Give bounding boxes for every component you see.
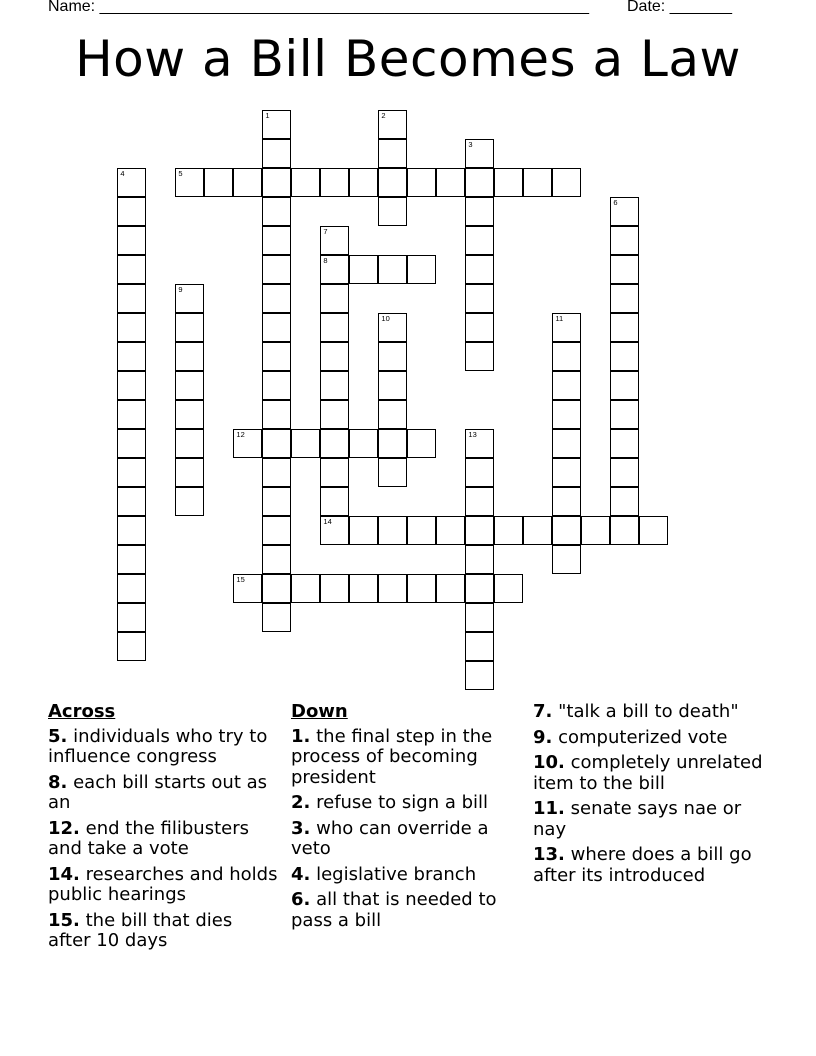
clue-text: refuse to sign a bill <box>316 792 489 813</box>
clue-text: end the filibusters and take a vote <box>48 817 249 859</box>
page-title: How a Bill Becomes a Law <box>75 30 741 88</box>
grid-cell[interactable] <box>581 516 610 545</box>
grid-cell[interactable] <box>175 487 204 516</box>
grid-cell[interactable] <box>320 255 349 284</box>
grid-cell[interactable] <box>552 400 581 429</box>
clue-number-label: 6. <box>291 889 311 910</box>
grid-cell[interactable] <box>320 516 349 545</box>
down-clue <box>291 865 529 886</box>
grid-cell[interactable] <box>552 429 581 458</box>
grid-cell[interactable] <box>436 516 465 545</box>
down-clue-list-continued <box>533 702 763 886</box>
grid-cell[interactable] <box>407 429 436 458</box>
grid-cell[interactable] <box>117 545 146 574</box>
grid-cell[interactable] <box>465 284 494 313</box>
across-clue <box>48 911 278 952</box>
grid-cell[interactable] <box>117 371 146 400</box>
down-clue <box>533 728 763 749</box>
grid-cell[interactable] <box>262 168 291 197</box>
clue-text: legislative branch <box>316 863 477 885</box>
clue-text: where does a bill go after its introduced <box>533 844 752 886</box>
clue-text: computerized vote <box>558 726 728 748</box>
grid-cell[interactable] <box>262 226 291 255</box>
grid-cell[interactable] <box>378 110 407 139</box>
grid-cell[interactable] <box>117 400 146 429</box>
grid-cell[interactable] <box>117 603 146 632</box>
name-field[interactable]: Name: _______________________________________________________ <box>48 0 589 15</box>
clue-text: all that is needed to pass a bill <box>291 889 497 931</box>
grid-cell[interactable] <box>407 574 436 603</box>
grid-cell[interactable] <box>465 255 494 284</box>
grid-cell[interactable] <box>378 574 407 603</box>
grid-cell[interactable] <box>610 487 639 516</box>
grid-cell[interactable] <box>610 400 639 429</box>
grid-cell[interactable] <box>552 516 581 545</box>
clue-number-label: 9. <box>533 726 553 748</box>
grid-cell[interactable] <box>610 371 639 400</box>
across-clue <box>48 773 278 814</box>
grid-cell[interactable] <box>407 516 436 545</box>
grid-cell[interactable] <box>523 168 552 197</box>
grid-cell[interactable] <box>610 429 639 458</box>
grid-cell[interactable] <box>378 342 407 371</box>
clue-number: 1 <box>265 111 270 121</box>
down-clue <box>533 702 763 723</box>
clue-number-label: 14. <box>48 863 80 885</box>
grid-cell[interactable] <box>262 429 291 458</box>
grid-cell[interactable] <box>262 574 291 603</box>
grid-cell[interactable] <box>465 226 494 255</box>
grid-cell[interactable] <box>320 284 349 313</box>
grid-cell[interactable] <box>320 226 349 255</box>
grid-cell[interactable] <box>465 574 494 603</box>
grid-cell[interactable] <box>639 516 668 545</box>
grid-cell[interactable] <box>465 487 494 516</box>
clue-number-label: 1. <box>291 725 311 747</box>
down-clues-column <box>291 702 529 936</box>
down-clue-list <box>291 727 529 932</box>
grid-cell[interactable] <box>117 197 146 226</box>
grid-cell[interactable] <box>552 458 581 487</box>
grid-cell[interactable] <box>291 168 320 197</box>
clue-number: 7 <box>323 227 328 237</box>
grid-cell[interactable] <box>320 400 349 429</box>
grid-cell[interactable] <box>233 574 262 603</box>
grid-cell[interactable] <box>494 168 523 197</box>
grid-cell[interactable] <box>320 574 349 603</box>
clue-number: 15 <box>236 575 245 585</box>
clue-number-label: 8. <box>48 771 68 793</box>
grid-cell[interactable] <box>465 197 494 226</box>
grid-cell[interactable] <box>378 313 407 342</box>
grid-cell[interactable] <box>552 342 581 371</box>
grid-cell[interactable] <box>378 255 407 284</box>
down-clue <box>533 753 763 794</box>
clue-number-label: 13. <box>533 844 565 865</box>
grid-cell[interactable] <box>262 458 291 487</box>
clue-number-label: 7. <box>533 701 553 722</box>
grid-cell[interactable] <box>262 516 291 545</box>
grid-cell[interactable] <box>262 603 291 632</box>
grid-cell[interactable] <box>378 168 407 197</box>
clue-number: 3 <box>468 140 473 150</box>
grid-cell[interactable] <box>262 487 291 516</box>
grid-cell[interactable] <box>262 284 291 313</box>
grid-cell[interactable] <box>465 313 494 342</box>
grid-cell[interactable] <box>117 226 146 255</box>
clue-text: the bill that dies after 10 days <box>48 909 233 951</box>
grid-cell[interactable] <box>610 255 639 284</box>
grid-cell[interactable] <box>552 168 581 197</box>
grid-cell[interactable] <box>378 458 407 487</box>
across-clue <box>48 727 278 768</box>
grid-cell[interactable] <box>117 458 146 487</box>
clue-number: 10 <box>381 314 390 324</box>
grid-cell[interactable] <box>378 197 407 226</box>
grid-cell[interactable] <box>117 516 146 545</box>
clue-number: 5 <box>178 169 183 179</box>
clue-number: 9 <box>178 285 183 295</box>
clue-text: senate says nae or nay <box>533 798 742 840</box>
across-heading: Across <box>48 701 116 722</box>
grid-cell[interactable] <box>349 255 378 284</box>
grid-cell[interactable] <box>320 342 349 371</box>
grid-cell[interactable] <box>436 168 465 197</box>
clue-text: the final step in the process of becoming president <box>291 725 493 788</box>
clue-text: each bill starts out as an <box>48 771 268 813</box>
clue-number: 6 <box>613 198 618 208</box>
grid-cell[interactable] <box>262 545 291 574</box>
grid-cell[interactable] <box>117 284 146 313</box>
grid-cell[interactable] <box>552 313 581 342</box>
grid-cell[interactable] <box>610 342 639 371</box>
grid-cell[interactable] <box>610 458 639 487</box>
down-clue <box>533 845 763 886</box>
grid-cell[interactable] <box>117 632 146 661</box>
grid-cell[interactable] <box>494 516 523 545</box>
grid-cell[interactable] <box>175 313 204 342</box>
clue-text: researches and holds public hearings <box>48 863 278 905</box>
grid-cell[interactable] <box>465 458 494 487</box>
grid-cell[interactable] <box>349 574 378 603</box>
grid-cell[interactable] <box>175 168 204 197</box>
grid-cell[interactable] <box>320 371 349 400</box>
grid-cell[interactable] <box>117 342 146 371</box>
grid-cell[interactable] <box>233 429 262 458</box>
grid-cell[interactable] <box>465 342 494 371</box>
grid-cell[interactable] <box>117 168 146 197</box>
grid-cell[interactable] <box>349 429 378 458</box>
grid-cell[interactable] <box>175 429 204 458</box>
clue-text: individuals who try to influence congress <box>48 725 268 767</box>
grid-cell[interactable] <box>407 255 436 284</box>
grid-cell[interactable] <box>320 168 349 197</box>
grid-cell[interactable] <box>465 632 494 661</box>
across-clues-column <box>48 702 278 957</box>
grid-cell[interactable] <box>262 139 291 168</box>
grid-cell[interactable] <box>262 313 291 342</box>
clue-text: who can override a veto <box>291 817 489 859</box>
grid-cell[interactable] <box>262 400 291 429</box>
grid-cell[interactable] <box>291 574 320 603</box>
clue-number-label: 10. <box>533 752 565 773</box>
grid-cell[interactable] <box>552 371 581 400</box>
grid-cell[interactable] <box>175 284 204 313</box>
grid-cell[interactable] <box>117 429 146 458</box>
grid-cell[interactable] <box>262 342 291 371</box>
clue-number-label: 15. <box>48 909 80 931</box>
grid-cell[interactable] <box>378 371 407 400</box>
grid-cell[interactable] <box>610 313 639 342</box>
grid-cell[interactable] <box>117 487 146 516</box>
clue-number: 4 <box>120 169 125 179</box>
clue-number-label: 2. <box>291 792 311 813</box>
across-clue <box>48 865 278 906</box>
clue-number-label: 11. <box>533 798 565 819</box>
grid-cell[interactable] <box>175 400 204 429</box>
down-clue <box>291 727 529 789</box>
clue-number: 12 <box>236 430 245 440</box>
grid-cell[interactable] <box>378 400 407 429</box>
grid-cell[interactable] <box>523 516 552 545</box>
grid-cell[interactable] <box>320 458 349 487</box>
clue-number-label: 4. <box>291 863 311 885</box>
clue-number: 13 <box>468 430 477 440</box>
grid-cell[interactable] <box>262 197 291 226</box>
grid-cell[interactable] <box>465 545 494 574</box>
clue-number: 11 <box>555 314 564 324</box>
grid-cell[interactable] <box>117 313 146 342</box>
clue-number: 14 <box>323 517 332 527</box>
clue-number: 2 <box>381 111 386 121</box>
grid-cell[interactable] <box>552 545 581 574</box>
clue-number: 8 <box>323 256 328 266</box>
grid-cell[interactable] <box>175 342 204 371</box>
grid-cell[interactable] <box>320 487 349 516</box>
grid-cell[interactable] <box>233 168 262 197</box>
grid-cell[interactable] <box>320 313 349 342</box>
grid-cell[interactable] <box>407 168 436 197</box>
grid-cell[interactable] <box>378 516 407 545</box>
grid-cell[interactable] <box>610 516 639 545</box>
clue-number-label: 3. <box>291 817 311 839</box>
grid-cell[interactable] <box>465 516 494 545</box>
grid-cell[interactable] <box>349 516 378 545</box>
grid-cell[interactable] <box>465 603 494 632</box>
down-clue <box>291 793 529 814</box>
grid-cell[interactable] <box>465 168 494 197</box>
grid-cell[interactable] <box>262 371 291 400</box>
clue-number-label: 12. <box>48 817 80 839</box>
grid-cell[interactable] <box>610 197 639 226</box>
grid-cell[interactable] <box>204 168 233 197</box>
clue-text: completely unrelated item to the bill <box>533 752 763 794</box>
down-heading: Down <box>291 701 348 722</box>
grid-cell[interactable] <box>175 371 204 400</box>
grid-cell[interactable] <box>378 429 407 458</box>
grid-cell[interactable] <box>291 429 320 458</box>
across-clue <box>48 819 278 860</box>
clue-number-label: 5. <box>48 725 68 747</box>
down-clues-column-continued <box>533 702 763 891</box>
grid-cell[interactable] <box>465 429 494 458</box>
grid-cell[interactable] <box>610 284 639 313</box>
across-clue-list <box>48 727 278 952</box>
down-clue <box>291 890 529 931</box>
date-field[interactable]: Date: _______ <box>627 0 732 15</box>
grid-cell[interactable] <box>262 255 291 284</box>
grid-cell[interactable] <box>175 458 204 487</box>
grid-cell[interactable] <box>262 110 291 139</box>
grid-cell[interactable] <box>378 139 407 168</box>
down-clue <box>533 799 763 840</box>
grid-cell[interactable] <box>465 661 494 690</box>
grid-cell[interactable] <box>610 226 639 255</box>
grid-cell[interactable] <box>436 574 465 603</box>
grid-cell[interactable] <box>117 255 146 284</box>
grid-cell[interactable] <box>349 168 378 197</box>
grid-cell[interactable] <box>117 574 146 603</box>
grid-cell[interactable] <box>494 574 523 603</box>
clue-text: "talk a bill to death" <box>558 701 739 722</box>
grid-cell[interactable] <box>552 487 581 516</box>
grid-cell[interactable] <box>465 139 494 168</box>
grid-cell[interactable] <box>320 429 349 458</box>
down-clue <box>291 819 529 860</box>
